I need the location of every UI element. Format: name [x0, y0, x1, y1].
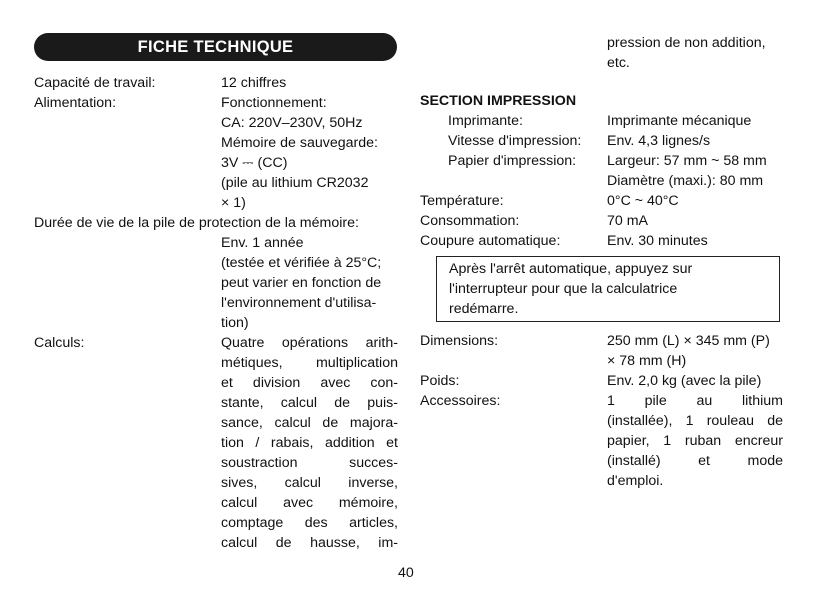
banner-title: FICHE TECHNIQUE	[137, 38, 294, 56]
paper-values	[607, 151, 767, 191]
power-line: CA: 220V–230V, 50Hz	[221, 115, 363, 131]
battery-life-line: (testée et vérifiée à 25°C;	[221, 255, 382, 271]
printer-value: Imprimante mécanique	[607, 113, 752, 129]
accessories-line: (installé) et mode	[607, 453, 783, 469]
continuation-line: etc.	[607, 55, 630, 71]
notice-line: l'interrupteur pour que la calculatrice	[449, 281, 678, 297]
battery-life-line: Env. 1 année	[221, 235, 304, 251]
paper-line: Diamètre (maxi.): 80 mm	[607, 173, 764, 189]
calculations-line: tion / rabais, addition et	[221, 435, 398, 451]
calculations-line: calcul avec mémoire,	[221, 495, 398, 511]
calculations-line: stante, calcul de puis-	[221, 395, 398, 411]
calculations-line: Quatre opérations arith-	[221, 335, 398, 351]
section-banner	[34, 33, 397, 61]
notice-box	[436, 256, 780, 322]
consumption-value: 70 mA	[607, 213, 649, 229]
calculations-line: sance, calcul de majora-	[221, 415, 398, 431]
weight-label: Poids:	[420, 373, 460, 389]
dimensions-values	[607, 331, 770, 371]
calculations-values	[221, 333, 398, 553]
notice-line: Après l'arrêt automatique, appuyez sur	[449, 261, 693, 277]
paper-label: Papier d'impression:	[448, 153, 577, 169]
power-line: Mémoire de sauvegarde:	[221, 135, 378, 151]
continuation-line: pression de non addition,	[607, 35, 766, 51]
calculations-line: et division avec con-	[221, 375, 398, 391]
battery-life-label: Durée de vie de la pile de protection de la mémoire:	[34, 215, 359, 231]
printer-label: Imprimante:	[448, 113, 523, 129]
power-line: Fonctionnement:	[221, 95, 327, 111]
paper-line: Largeur: 57 mm ~ 58 mm	[607, 153, 767, 169]
weight-value: Env. 2,0 kg (avec la pile)	[607, 373, 762, 389]
capacity-label: Capacité de travail:	[34, 75, 156, 91]
power-line: 3V ⎓ (CC)	[221, 155, 288, 171]
accessories-values	[607, 391, 783, 491]
power-label: Alimentation:	[34, 95, 117, 111]
temperature-value: 0°C ~ 40°C	[607, 193, 679, 209]
calculations-line: comptage des articles,	[221, 515, 398, 531]
capacity-value: 12 chiffres	[221, 75, 287, 91]
calculations-line: sives, calcul inverse,	[221, 475, 398, 491]
dimensions-label: Dimensions:	[420, 333, 499, 349]
calculations-line: soustraction succes-	[221, 455, 398, 471]
calculations-line: métiques, multiplication	[221, 355, 398, 371]
power-line: × 1)	[221, 195, 246, 211]
continuation-text	[607, 33, 766, 73]
accessories-line: papier, 1 ruban encreur	[607, 433, 783, 449]
dimensions-line: × 78 mm (H)	[607, 353, 687, 369]
speed-value: Env. 4,3 lignes/s	[607, 133, 711, 149]
auto-off-label: Coupure automatique:	[420, 233, 561, 249]
battery-life-values	[221, 233, 398, 333]
accessories-line: 1 pile au lithium	[607, 393, 783, 409]
battery-life-line: peut varier en fonction de	[221, 275, 382, 291]
battery-life-line: l'environnement d'utilisa-	[221, 295, 377, 311]
calculations-line: calcul de hausse, im-	[221, 535, 398, 551]
temperature-label: Température:	[420, 193, 504, 209]
accessories-line: (installée), 1 rouleau de	[607, 413, 783, 429]
dimensions-line: 250 mm (L) × 345 mm (P)	[607, 333, 770, 349]
consumption-label: Consommation:	[420, 213, 520, 229]
auto-off-value: Env. 30 minutes	[607, 233, 708, 249]
power-values	[221, 93, 398, 213]
page-number: 40	[398, 565, 414, 581]
calculations-label: Calculs:	[34, 335, 85, 351]
print-section-heading: SECTION IMPRESSION	[420, 93, 577, 109]
accessories-line: d'emploi.	[607, 473, 664, 489]
accessories-label: Accessoires:	[420, 393, 501, 409]
notice-line: redémarre.	[449, 301, 519, 317]
power-line: (pile au lithium CR2032	[221, 175, 369, 191]
speed-label: Vitesse d'impression:	[448, 133, 582, 149]
battery-life-line: tion)	[221, 315, 249, 331]
